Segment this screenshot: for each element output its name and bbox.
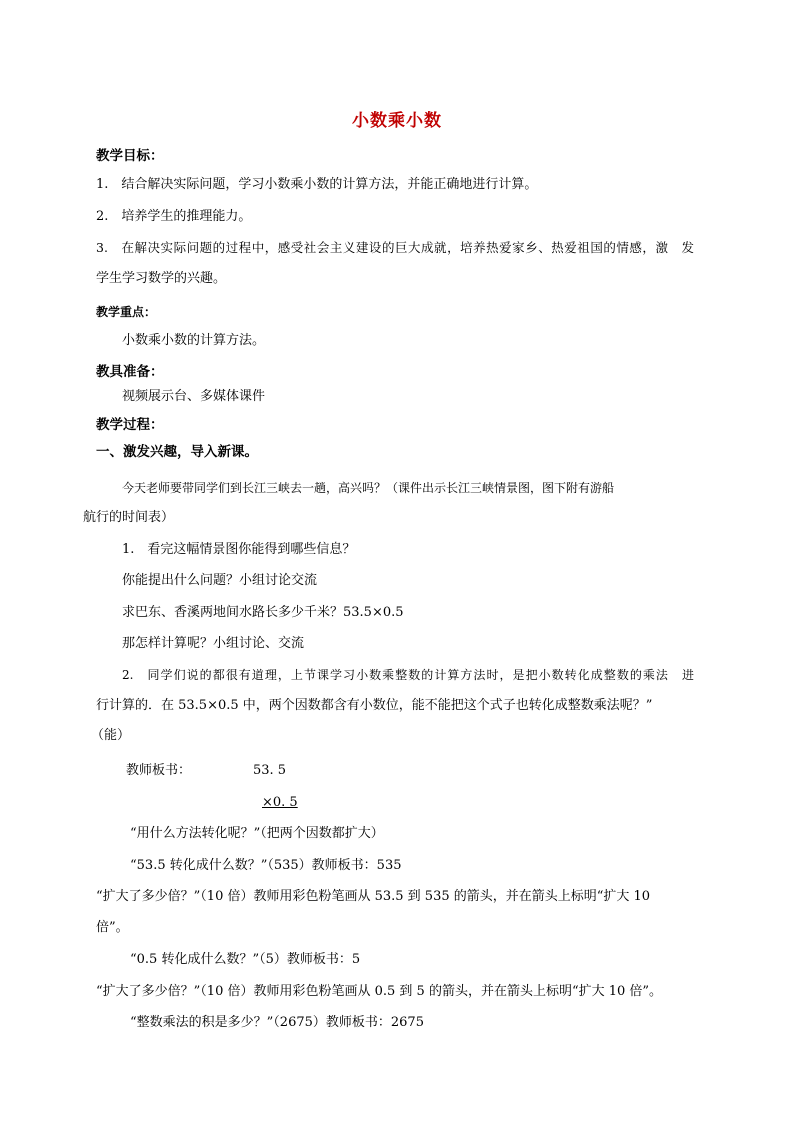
board-label: 教师板书： [126,763,192,778]
key-point-text: 小数乘小数的计算方法。 [122,333,266,348]
dialogue-5: “扩大了多少倍？”（10 倍）教师用彩色粉笔画从 0.5 到 5 的箭头，并在箭头上标明“扩大 10 倍”。 [96,984,663,999]
question-1-a: 你能提出什么问题？小组讨论交流 [122,573,318,588]
board-number-2: ×0. 5 [262,795,298,810]
tools-text: 视频展示台、多媒体课件 [122,389,266,404]
question-2-line-2: 行计算的．在 53.5×0.5 中，两个因数都含有小数位，能不能把这个式子也转化成整数乘法呢？” [96,698,653,713]
dialogue-6: “整数乘法的积是多少？”（2675）教师板书：2675 [130,1015,424,1030]
dialogue-1: “用什么方法转化呢？”（把两个因数都扩大） [130,826,384,841]
intro-line-1: 今天老师要带同学们到长江三峡去一趟，高兴吗？（课件出示长江三峡情景图，图下附有游船 [122,481,615,495]
tools-heading: 教具准备： [96,364,164,380]
key-point-heading: 教学重点： [96,305,157,319]
objective-item-3-line-1: 3. 在解决实际问题的过程中，感受社会主义建设的巨大成就，培养热爱家乡、热爱祖国的情感，激 发 [96,240,694,255]
page-title: 小数乘小数 [352,111,442,131]
dialogue-2: “53.5 转化成什么数？”（535）教师板书：535 [130,858,402,873]
dialogue-3-line-1: “扩大了多少倍？”（10 倍）教师用彩色粉笔画从 53.5 到 535 的箭头，并在箭头上标明“扩大 10 [96,889,651,904]
dialogue-4: “0.5 转化成什么数？”（5）教师板书：5 [130,952,361,967]
question-1-c: 那怎样计算呢？小组讨论、交流 [122,636,305,651]
question-2-line-1: 2. 同学们说的都很有道理，上节课学习小数乘整数的计算方法时，是把小数转化成整数的乘法 进 [122,668,694,682]
question-1: 1. 看完这幅情景图你能得到哪些信息？ [122,542,356,557]
objective-item-1: 1. 结合解决实际问题，学习小数乘小数的计算方法，并能正确地进行计算。 [96,177,538,192]
dialogue-3-line-2: 倍”。 [96,920,129,935]
board-number-1: 53. 5 [253,763,287,778]
objective-item-2: 2. 培养学生的推理能力。 [96,209,252,224]
question-2-answer: （能） [91,728,131,743]
process-heading: 教学过程： [96,417,164,433]
objectives-heading: 教学目标： [96,148,164,164]
objective-item-3-line-2: 学生学习数学的兴趣。 [96,271,227,286]
section-1-heading: 一、激发兴趣，导入新课。 [96,444,258,460]
intro-line-2: 航行的时间表） [83,510,175,525]
question-1-b: 求巴东、香溪两地间水路长多少千米？53.5×0.5 [122,605,404,620]
